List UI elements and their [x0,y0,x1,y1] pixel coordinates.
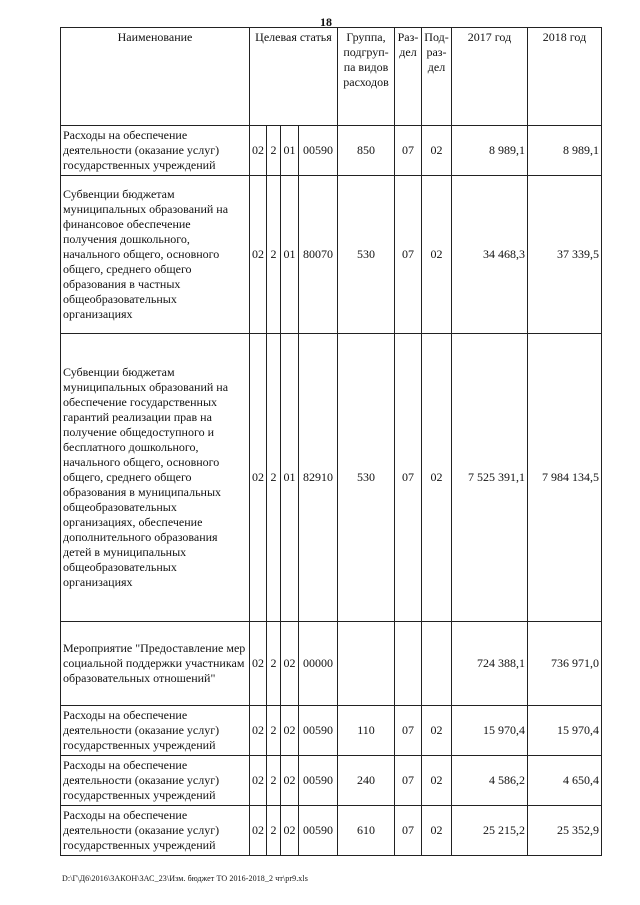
target-part-3: 01 [281,176,299,334]
group-code: 530 [338,334,395,622]
subsection-code: 02 [422,806,452,856]
value-2018: 15 970,4 [528,706,602,756]
table-row [61,334,602,622]
table-row [61,126,602,176]
subsection-code: 02 [422,334,452,622]
row-name: Субвенции бюджетам муниципальных образований на обеспечение государственных гарантий реализации прав на получение общедоступного и бесплатного дошкольного, начального общего, основного общего, среднего общего образования в муниципальных общеобразовательных организациях, обеспечение дополнительного образования детей в муниципальных общеобразовательных организациях [61,334,250,622]
target-part-3: 02 [281,706,299,756]
target-part-1: 02 [250,806,267,856]
group-code: 110 [338,706,395,756]
target-part-2: 2 [267,706,281,756]
target-part-4: 00590 [299,806,338,856]
target-part-2: 2 [267,126,281,176]
subsection-code [422,622,452,706]
value-2017: 7 525 391,1 [452,334,528,622]
section-code: 07 [395,756,422,806]
header-target: Целевая статья [250,28,338,126]
group-code: 240 [338,756,395,806]
table-row [61,176,602,334]
row-name: Расходы на обеспечение деятельности (оказание услуг) государственных учреждений [61,756,250,806]
header-row [61,28,602,126]
section-code [395,622,422,706]
target-part-1: 02 [250,176,267,334]
target-part-3: 02 [281,756,299,806]
section-code: 07 [395,176,422,334]
target-part-4: 00000 [299,622,338,706]
section-code: 07 [395,126,422,176]
group-code: 530 [338,176,395,334]
page-number: 18 [320,15,332,29]
target-part-2: 2 [267,176,281,334]
row-name: Расходы на обеспечение деятельности (оказание услуг) государственных учреждений [61,706,250,756]
section-code: 07 [395,806,422,856]
section-code: 07 [395,706,422,756]
target-part-2: 2 [267,756,281,806]
target-part-1: 02 [250,126,267,176]
target-part-1: 02 [250,334,267,622]
header-year-2018: 2018 год [528,28,602,126]
target-part-2: 2 [267,622,281,706]
target-part-4: 82910 [299,334,338,622]
group-code [338,622,395,706]
value-2017: 8 989,1 [452,126,528,176]
row-name: Расходы на обеспечение деятельности (оказание услуг) государственных учреждений [61,126,250,176]
value-2018: 4 650,4 [528,756,602,806]
subsection-code: 02 [422,706,452,756]
row-name: Расходы на обеспечение деятельности (оказание услуг) государственных учреждений [61,806,250,856]
row-name: Субвенции бюджетам муниципальных образований на финансовое обеспечение получения дошкольного, начального общего, основного общего, среднего общего образования в частных общеобразовательных организациях [61,176,250,334]
target-part-4: 00590 [299,756,338,806]
value-2017: 34 468,3 [452,176,528,334]
group-code: 850 [338,126,395,176]
table-row [61,806,602,856]
target-part-3: 01 [281,334,299,622]
header-name: Наименование [61,28,250,126]
target-part-3: 02 [281,622,299,706]
value-2017: 25 215,2 [452,806,528,856]
value-2017: 724 388,1 [452,622,528,706]
value-2017: 15 970,4 [452,706,528,756]
target-part-1: 02 [250,622,267,706]
header-group: Группа, подгруп-па видов расходов [338,28,395,126]
target-part-4: 00590 [299,706,338,756]
value-2018: 8 989,1 [528,126,602,176]
target-part-2: 2 [267,806,281,856]
header-subsection: Под-раз-дел [422,28,452,126]
value-2018: 736 971,0 [528,622,602,706]
subsection-code: 02 [422,756,452,806]
table-row [61,756,602,806]
target-part-1: 02 [250,756,267,806]
table-row [61,622,602,706]
target-part-4: 80070 [299,176,338,334]
subsection-code: 02 [422,126,452,176]
value-2018: 7 984 134,5 [528,334,602,622]
group-code: 610 [338,806,395,856]
value-2018: 25 352,9 [528,806,602,856]
file-path-footer: D:\Г\Д6\2016\ЗАКОН\ЗАС_23\Изм. бюджет ТО 2016-2018_2 чт\pr9.xls [62,874,308,883]
table-row [61,706,602,756]
header-year-2017: 2017 год [452,28,528,126]
target-part-2: 2 [267,334,281,622]
target-part-1: 02 [250,706,267,756]
target-part-3: 01 [281,126,299,176]
value-2018: 37 339,5 [528,176,602,334]
section-code: 07 [395,334,422,622]
subsection-code: 02 [422,176,452,334]
budget-table [60,27,602,856]
row-name: Мероприятие "Предоставление мер социальной поддержки участникам образовательных отношений" [61,622,250,706]
header-section: Раз-дел [395,28,422,126]
value-2017: 4 586,2 [452,756,528,806]
target-part-3: 02 [281,806,299,856]
target-part-4: 00590 [299,126,338,176]
